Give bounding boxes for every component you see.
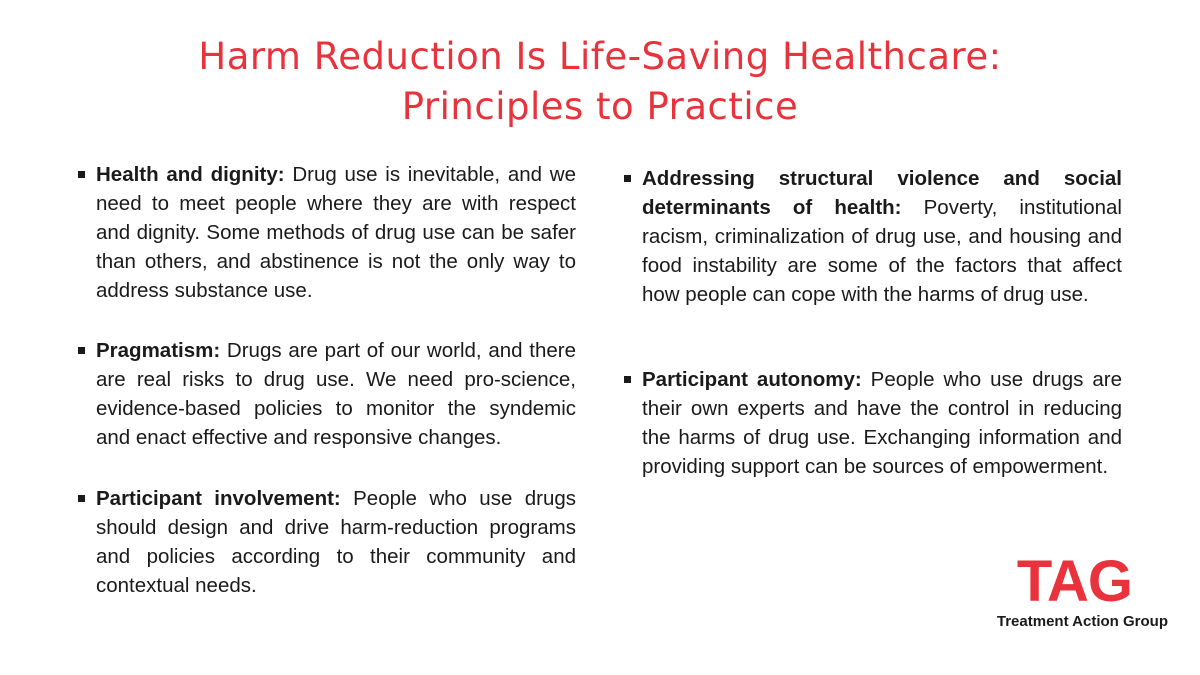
principle-structural-violence xyxy=(622,164,1122,309)
principle-label: Health and dignity: xyxy=(96,163,285,186)
principle-pragmatism xyxy=(76,336,576,452)
bullet-icon xyxy=(624,376,631,383)
principle-text: People who use drugs should design and drive harm-reduction programs and policies according to their community and contextual needs. xyxy=(96,487,576,597)
tag-logo xyxy=(996,549,1168,632)
organization-name: Treatment Action Group xyxy=(996,613,1168,630)
logo-mark: TAG xyxy=(1016,549,1132,614)
principle-participant-autonomy xyxy=(622,365,1122,481)
principle-text: People who use drugs are their own experts and have the control in reducing the harms of drug use. Exchanging information and providing support can be sources of empowerment. xyxy=(642,368,1122,478)
page-title xyxy=(0,32,1200,132)
left-column xyxy=(76,160,576,600)
principle-text: Poverty, institutional racism, criminalization of drug use, and housing and food instability are some of the factors that affect how people can cope with the harms of drug use. xyxy=(642,196,1122,306)
principle-label: Participant involvement: xyxy=(96,487,341,510)
bullet-icon xyxy=(624,175,631,182)
right-column xyxy=(622,164,1122,481)
principle-text: Drugs are part of our world, and there are real risks to drug use. We need pro-science, evidence-based policies to monitor the syndemic and enact effective and responsive changes. xyxy=(96,339,576,449)
principle-label: Addressing structural violence and social determinants of health: xyxy=(642,167,1122,219)
bullet-icon xyxy=(78,171,85,178)
principle-label: Pragmatism: xyxy=(96,339,221,362)
title-line-1: Harm Reduction Is Life-Saving Healthcare: xyxy=(198,35,1002,78)
principle-health-and-dignity xyxy=(76,160,576,305)
title-line-2: Principles to Practice xyxy=(401,85,799,128)
bullet-icon xyxy=(78,495,85,502)
principle-participant-involvement xyxy=(76,484,576,600)
principle-label: Participant autonomy: xyxy=(642,368,862,391)
principle-text: Drug use is inevitable, and we need to meet people where they are with respect and dignity. Some methods of drug use can be safer than others, and abstinence is not the only way to address substance use. xyxy=(96,163,576,302)
bullet-icon xyxy=(78,347,85,354)
